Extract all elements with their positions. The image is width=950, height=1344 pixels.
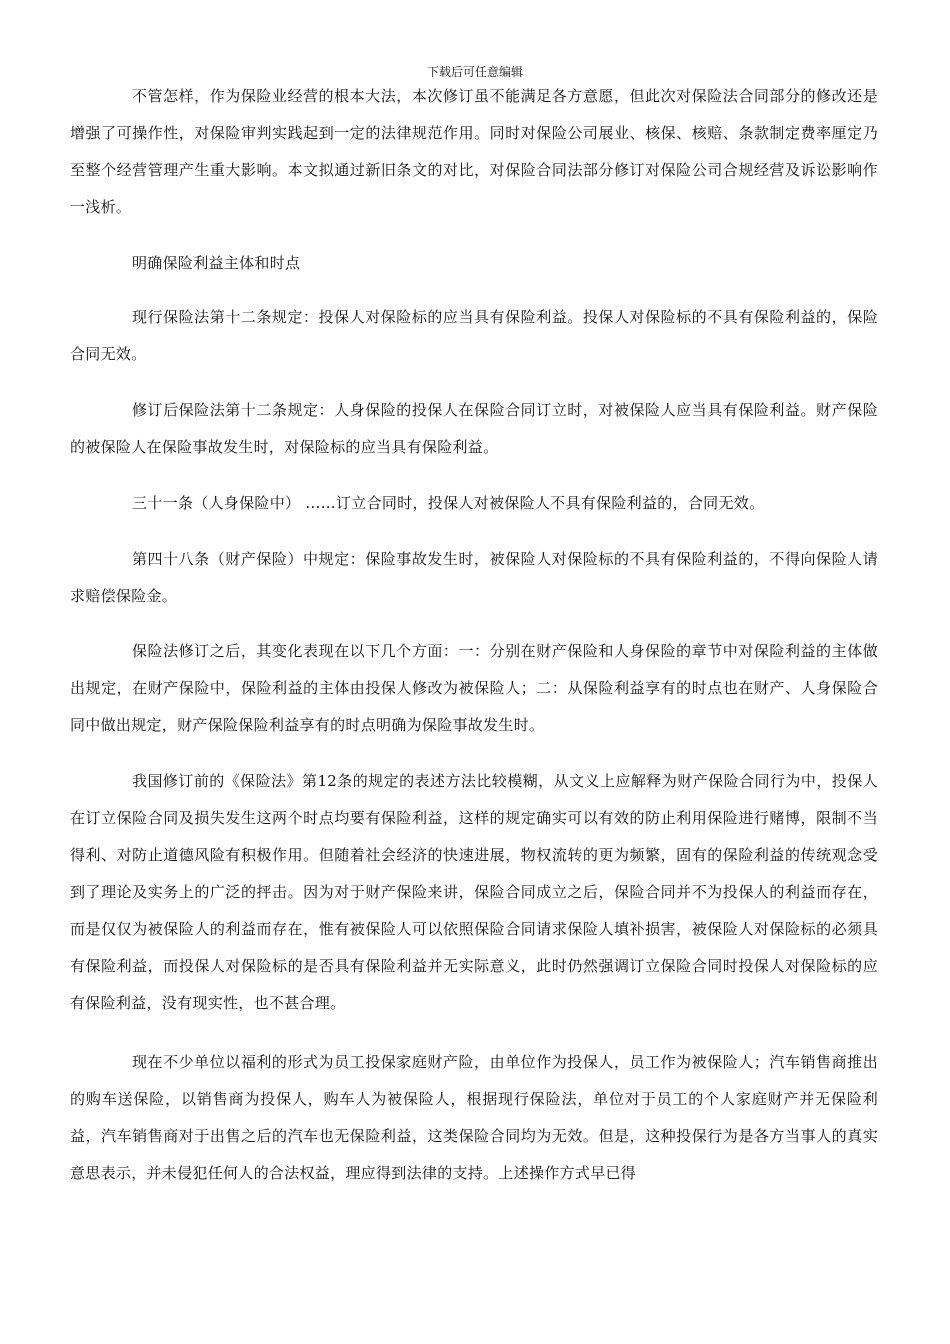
section-heading: 明确保险利益主体和时点 [132, 254, 301, 272]
paragraph-examples: 现在不少单位以福利的形式为员工投保家庭财产险，由单位作为投保人，员工作为被保险人；汽车销售商推出的购车送保险，以销售商为投保人，购车人为被保险人，根据现行保险法，单位对于员工的个人家庭财产并无保险利益，汽车销售商对于出售之后的汽车也无保险利益，这类保险合同均为无效。但是，这种投保行为是各方当事人的真实意思表示，并未侵犯任何人的合法权益，理应得到法律的支持。上述操作方式早已得 [70, 1053, 878, 1182]
page-header: 下载后可任意编辑 [426, 65, 523, 79]
paragraph-revised-article-12: 修订后保险法第十二条规定：人身保险的投保人在保险合同订立时，对被保险人应当具有保险利益。财产保险的被保险人在保险事故发生时，对保险标的应当具有保险利益。 [70, 401, 878, 456]
paragraph-current-article-12: 现行保险法第十二条规定：投保人对保险标的应当具有保险利益。投保人对保险标的不具有保险利益的，保险合同无效。 [70, 308, 878, 363]
paragraph-article-31: 三十一条（人身保险中） ……订立合同时，投保人对被保险人不具有保险利益的，合同无效。 [132, 494, 765, 512]
paragraph-changes: 保险法修订之后，其变化表现在以下几个方面：一：分别在财产保险和人身保险的章节中对保险利益的主体做出规定，在财产保险中，保险利益的主体由投保人修改为被保险人；二：从保险利益享有的时点也在财产、人身保险合同中做出规定，财产保险保险利益享有的时点明确为保险事故发生时。 [70, 642, 878, 734]
paragraph-article-48: 第四十八条（财产保险）中规定：保险事故发生时，被保险人对保险标的不具有保险利益的，不得向保险人请求赔偿保险金。 [70, 550, 878, 605]
paragraph-analysis: 我国修订前的《保险法》第12条的规定的表述方法比较模糊，从文义上应解释为财产保险合同行为中，投保人在订立保险合同及损失发生这两个时点均要有保险利益，这样的规定确实可以有效的防止利用保险进行赌博，限制不当得利、对防止道德风险有积极作用。但随着社会经济的快速进展，物权流转的更为频繁，固有的保险利益的传统观念受到了理论及实务上的广泛的抨击。因为对于财产保险来讲，保险合同成立之后，保险合同并不为投保人的利益而存在，而是仅仅为被保险人的利益而存在，惟有被保险人可以依照保险合同请求保险人填补损害，被保险人对保险标的必须具有保险利益，而投保人对保险标的是否具有保险利益并无实际意义，此时仍然强调订立保险合同时投保人对保险标的应有保险利益，没有现实性，也不甚合理。 [70, 772, 878, 1012]
paragraph-intro: 不管怎样，作为保险业经营的根本大法，本次修订虽不能满足各方意愿，但此次对保险法合同部分的修改还是增强了可操作性，对保险审判实践起到一定的法律规范作用。同时对保险公司展业、核保、核赔、条款制定费率厘定乃至整个经营管理产生重大影响。本文拟通过新旧条文的对比，对保险合同法部分修订对保险公司合规经营及诉讼影响作一浅析。 [70, 87, 878, 216]
